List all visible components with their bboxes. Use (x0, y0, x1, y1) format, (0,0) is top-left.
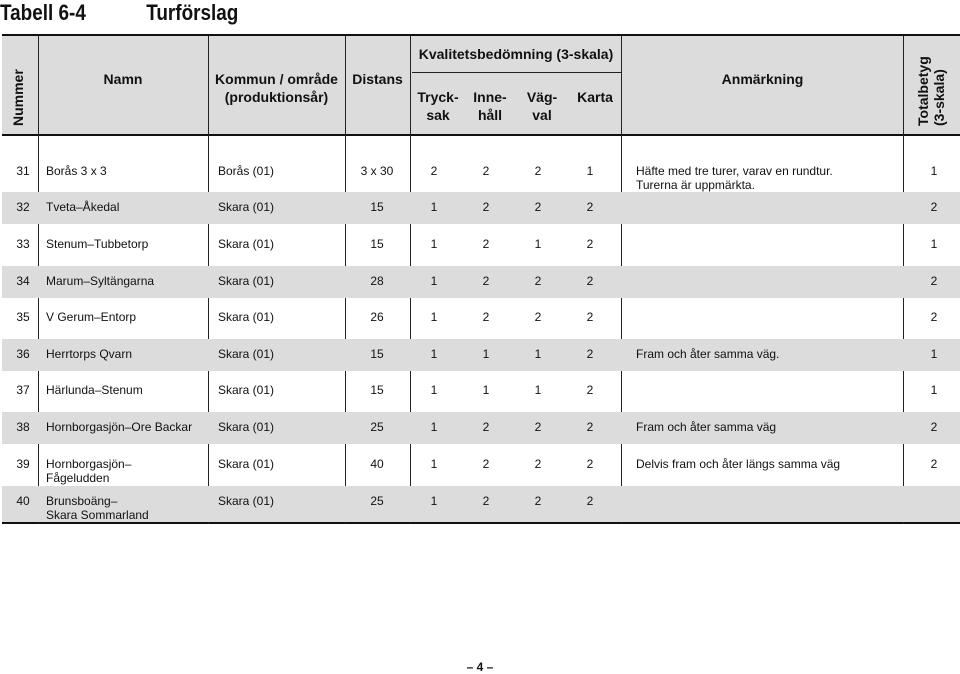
row-number: 31 (16, 164, 30, 178)
row-number: 38 (16, 420, 30, 434)
row-name-line1: Brunsboäng– (46, 494, 118, 508)
row-name (46, 200, 206, 214)
row-innehall: 1 (482, 383, 490, 397)
row-trycksak: 1 (430, 237, 438, 251)
row-number: 40 (16, 494, 30, 508)
row-trycksak: 1 (430, 383, 438, 397)
table-row (2, 412, 960, 444)
table-row (2, 486, 960, 522)
row-anmarkning (636, 457, 886, 471)
row-vagval: 2 (534, 457, 542, 471)
row-karta: 2 (586, 383, 594, 397)
row-name (46, 164, 206, 178)
header-bottom-rule (2, 134, 960, 136)
header-trycksak-line1: Tryck- (417, 89, 459, 105)
row-number: 35 (16, 310, 30, 324)
row-karta: 2 (586, 310, 594, 324)
table-row (2, 156, 960, 192)
header-kommun (208, 70, 345, 106)
row-karta: 2 (586, 274, 594, 288)
row-innehall: 1 (482, 347, 490, 361)
row-kommun: Skara (01) (218, 274, 275, 288)
header-vagval-line2: val (532, 107, 552, 123)
table-name: Turförslag (146, 0, 239, 25)
row-vagval: 2 (534, 310, 542, 324)
header-innehall (464, 88, 516, 124)
row-innehall: 2 (482, 310, 490, 324)
table-bottom-rule (2, 522, 960, 524)
row-vagval: 2 (534, 164, 542, 178)
row-name (46, 237, 206, 251)
row-number: 32 (16, 200, 30, 214)
row-kommun: Skara (01) (218, 494, 275, 508)
row-note-line1: Delvis fram och åter längs samma väg (636, 457, 841, 471)
row-trycksak: 2 (430, 164, 438, 178)
row-kommun: Skara (01) (218, 347, 275, 361)
row-number: 39 (16, 457, 30, 471)
header-nummer: Nummer (10, 69, 26, 126)
header-kommun-line1: Kommun / område (215, 71, 338, 87)
table-row (2, 192, 960, 224)
row-anmarkning (636, 347, 886, 361)
row-name (46, 347, 206, 361)
row-kommun: Skara (01) (218, 310, 275, 324)
row-innehall: 2 (482, 457, 490, 471)
row-name-line1: Härlunda–Stenum (46, 383, 143, 397)
row-number: 37 (16, 383, 30, 397)
row-note-line1: Fram och åter samma väg. (636, 347, 780, 361)
row-note-line1: Fram och åter samma väg (636, 420, 777, 434)
row-totalbetyg: 1 (930, 164, 938, 178)
row-totalbetyg: 2 (930, 200, 938, 214)
row-vagval: 1 (534, 237, 542, 251)
table-row (2, 302, 960, 334)
header-kvalitet: Kvalitetsbedömning (3-skala) (418, 46, 614, 62)
row-trycksak: 1 (430, 420, 438, 434)
header-distans: Distans (352, 71, 403, 87)
row-kommun: Borås (01) (218, 164, 275, 178)
row-totalbetyg: 2 (930, 457, 938, 471)
row-distans: 15 (370, 237, 384, 251)
row-trycksak: 1 (430, 347, 438, 361)
row-name-line1: Tveta–Åkedal (46, 200, 120, 214)
row-anmarkning (636, 420, 886, 434)
header-trycksak (412, 88, 464, 124)
row-name (46, 494, 206, 522)
row-totalbetyg: 1 (930, 347, 938, 361)
row-name-line1: Hornborgasjön– (46, 457, 132, 471)
row-vagval: 1 (534, 383, 542, 397)
header-anmarkning: Anmärkning (721, 71, 804, 87)
row-distans: 15 (370, 200, 384, 214)
row-trycksak: 1 (430, 457, 438, 471)
row-karta: 2 (586, 237, 594, 251)
row-number: 33 (16, 237, 30, 251)
row-name-line1: Stenum–Tubbetorp (46, 237, 149, 251)
row-distans: 3 x 30 (360, 164, 394, 178)
row-distans: 28 (370, 274, 384, 288)
row-distans: 15 (370, 347, 384, 361)
header-vagval-line1: Väg- (526, 89, 558, 105)
row-totalbetyg: 2 (930, 310, 938, 324)
row-name-line1: Herrtorps Qvarn (46, 347, 133, 361)
row-vagval: 2 (534, 200, 542, 214)
row-name-line1: Hornborgasjön–Ore Backar (46, 420, 193, 434)
row-name (46, 383, 206, 397)
row-karta: 2 (586, 347, 594, 361)
quality-subheader-rule (412, 72, 621, 73)
row-name (46, 310, 206, 324)
row-innehall: 2 (482, 237, 490, 251)
page-number: – 4 – (466, 660, 494, 674)
row-number: 34 (16, 274, 30, 288)
row-karta: 1 (586, 164, 594, 178)
row-karta: 2 (586, 457, 594, 471)
row-vagval: 2 (534, 274, 542, 288)
table-label: Tabell 6-4 (0, 0, 86, 25)
row-note-line2: Turerna är uppmärkta. (636, 178, 755, 192)
row-trycksak: 1 (430, 274, 438, 288)
table-row (2, 266, 960, 298)
header-top-rule (2, 34, 960, 36)
row-trycksak: 1 (430, 310, 438, 324)
row-totalbetyg: 1 (930, 383, 938, 397)
row-distans: 25 (370, 494, 384, 508)
row-karta: 2 (586, 200, 594, 214)
row-name (46, 420, 206, 434)
row-kommun: Skara (01) (218, 457, 275, 471)
table-row (2, 339, 960, 371)
row-name-line1: Marum–Syltängarna (46, 274, 155, 288)
row-innehall: 2 (482, 200, 490, 214)
row-name-line1: V Gerum–Entorp (46, 310, 137, 324)
row-kommun: Skara (01) (218, 420, 275, 434)
row-vagval: 2 (534, 420, 542, 434)
row-trycksak: 1 (430, 200, 438, 214)
table-row (2, 449, 960, 485)
row-name (46, 274, 206, 288)
table-row (2, 375, 960, 407)
header-namn: Namn (103, 71, 143, 87)
row-totalbetyg: 2 (930, 420, 938, 434)
row-distans: 15 (370, 383, 384, 397)
row-note-line1: Häfte med tre turer, varav en rundtur. (636, 164, 833, 178)
row-kommun: Skara (01) (218, 200, 275, 214)
header-totalbetyg: Totalbetyg (915, 56, 931, 126)
row-innehall: 2 (482, 420, 490, 434)
row-karta: 2 (586, 494, 594, 508)
row-distans: 25 (370, 420, 384, 434)
row-name-line2: Fågeludden (46, 471, 110, 485)
header-totalbetyg-scale: (3-skala) (931, 69, 947, 126)
row-name (46, 457, 206, 485)
row-vagval: 2 (534, 494, 542, 508)
row-totalbetyg: 1 (930, 237, 938, 251)
row-kommun: Skara (01) (218, 237, 275, 251)
header-kommun-line2: (produktionsår) (224, 89, 329, 105)
row-karta: 2 (586, 420, 594, 434)
row-distans: 40 (370, 457, 384, 471)
row-number: 36 (16, 347, 30, 361)
row-name-line2: Skara Sommarland (46, 508, 149, 522)
row-anmarkning (636, 164, 886, 192)
row-vagval: 1 (534, 347, 542, 361)
header-karta: Karta (577, 89, 613, 105)
row-kommun: Skara (01) (218, 383, 275, 397)
header-vagval (516, 88, 568, 124)
row-innehall: 2 (482, 274, 490, 288)
row-trycksak: 1 (430, 494, 438, 508)
row-innehall: 2 (482, 494, 490, 508)
row-innehall: 2 (482, 164, 490, 178)
header-innehall-line2: håll (477, 107, 503, 123)
header-innehall-line1: Inne- (473, 89, 507, 105)
row-distans: 26 (370, 310, 384, 324)
row-totalbetyg: 2 (930, 274, 938, 288)
row-name-line1: Borås 3 x 3 (46, 164, 107, 178)
table-row (2, 229, 960, 261)
header-trycksak-line2: sak (426, 107, 450, 123)
